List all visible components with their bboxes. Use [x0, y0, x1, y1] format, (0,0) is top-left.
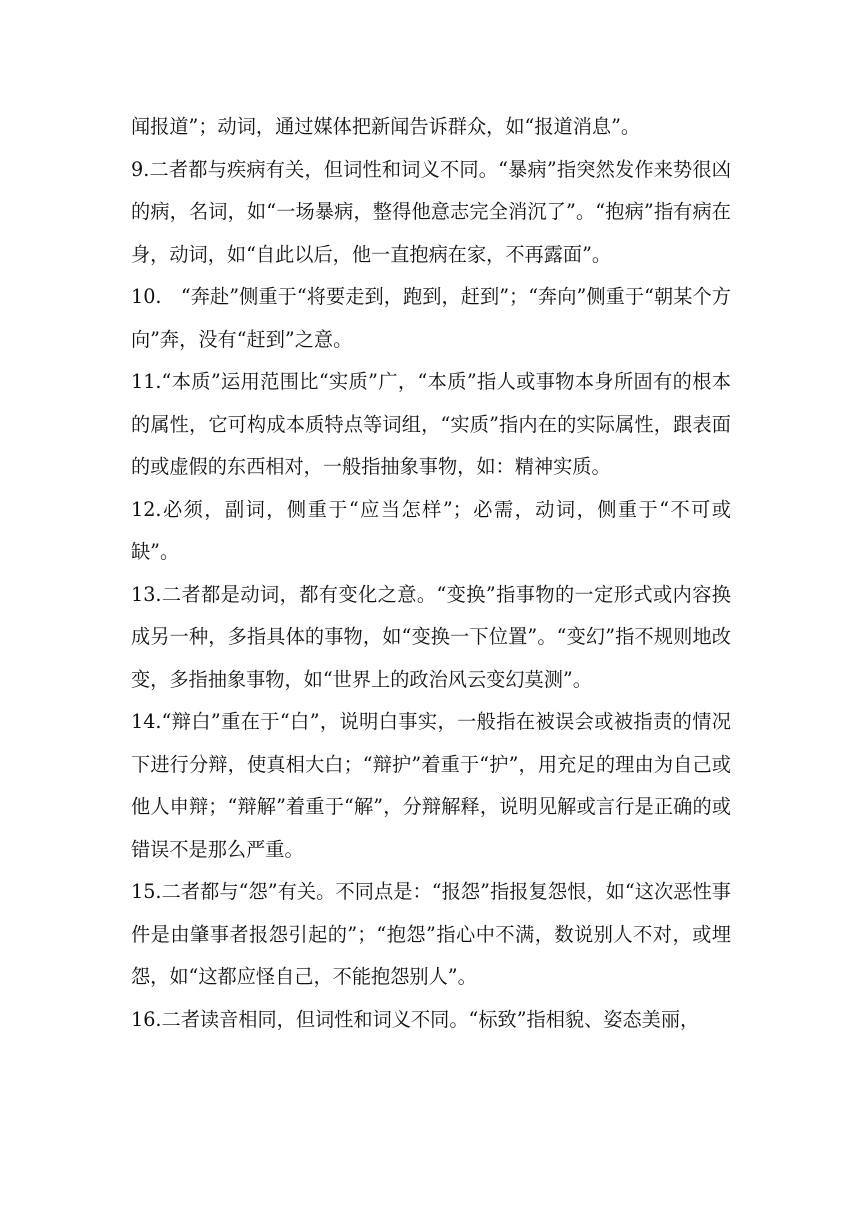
document-body	[131, 106, 731, 1041]
paragraph-item-15: 15.二者都与“怨”有关。不同点是：“报怨”指报复怨恨，如“这次恶性事件是由肇事者报怨引起的”；“抱怨”指心中不满，数说别人不对，或埋怨，如“这都应怪自己，不能抱怨别人”。	[131, 880, 731, 988]
paragraph-item-14: 14.“辩白”重在于“白”，说明白事实，一般指在被误会或被指责的情况下进行分辩，使真相大白；“辩护”着重于“护”，用充足的理由为自己或他人申辩；“辩解”着重于“解”，分辩解释，说明见解或言行是正确的或错误不是那么严重。	[131, 710, 731, 861]
paragraph-item-16: 16.二者读音相同，但词性和词义不同。“标致”指相貌、姿态美丽，	[131, 1007, 700, 1031]
paragraph-item-9: 9.二者都与疾病有关，但词性和词义不同。“暴病”指突然发作来势很凶的病，名词，如“一场暴病，整得他意志完全消沉了”。“抱病”指有病在身，动词，如“自此以后，他一直抱病在家，不再露面”。	[131, 157, 731, 266]
paragraph-item-10: 10. “奔赴”侧重于“将要走到，跑到，赶到”；“奔向”侧重于“朝某个方向”奔，没有“赶到”之意。	[131, 285, 731, 351]
paragraph-continuation: 闻报道”；动词，通过媒体把新闻告诉群众，如“报道消息”。	[131, 115, 641, 138]
paragraph-item-13: 13.二者都是动词，都有变化之意。“变换”指事物的一定形式或内容换成另一种，多指具体的事物，如“变换一下位置”。“变幻”指不规则地改变，多指抽象事物，如“世界上的政治风云变幻莫测”。	[131, 582, 731, 691]
paragraph-item-12: 12.必须，副词，侧重于“应当怎样”；必需，动词，侧重于“不可或缺”。	[131, 497, 731, 563]
paragraph-item-11: 11.“本质”运用范围比“实质”广，“本质”指人或事物本身所固有的根本的属性，它可构成本质特点等词组，“实质”指内在的实际属性，跟表面的或虚假的东西相对，一般指抽象事物，如：精神实质。	[131, 370, 731, 478]
